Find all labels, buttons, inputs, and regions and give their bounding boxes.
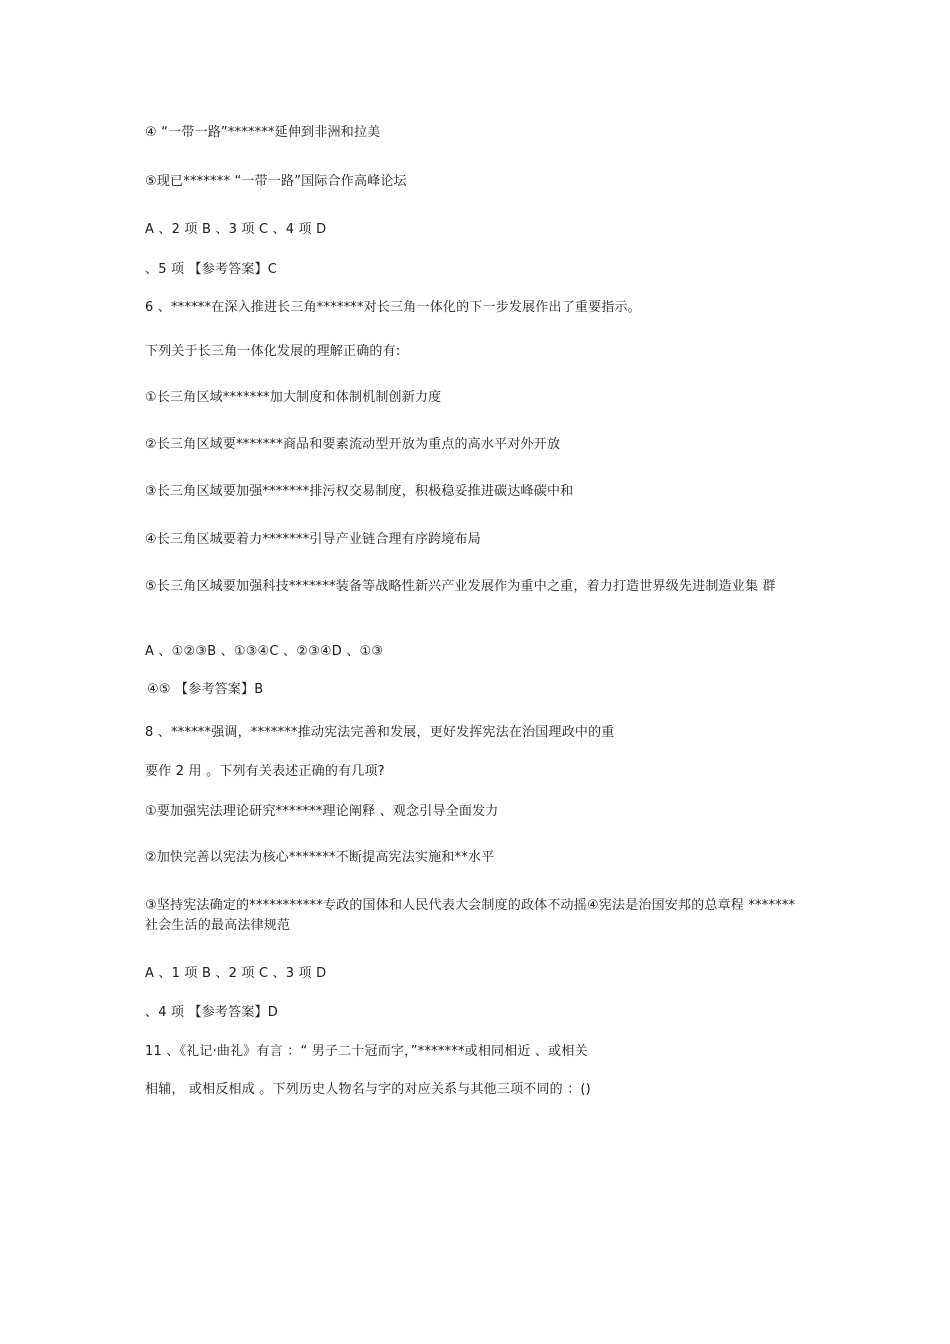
question-8-choices: A 、1 项 B 、2 项 C 、3 项 D bbox=[145, 966, 327, 981]
question-6-item-1: ①长三角区域*******加大制度和体制机制创新力度 bbox=[145, 390, 442, 405]
question-8-items-3-4: ③坚持宪法确定的***********专政的国体和人民代表大会制度的政体不动摇④宪法是治国安邦的总章程 *******社会生活的最高法律规范 bbox=[145, 898, 796, 933]
question-8-item-2: ②加快完善以宪法为核心*******不断提高宪法实施和**水平 bbox=[145, 850, 495, 865]
question-6-stem: 6 、******在深入推进长三角*******对长三角一体化的下一步发展作出了重要指示。 bbox=[145, 300, 641, 315]
question-6-item-5: ⑤长三角区城要加强科技*******装备等战略性新兴产业发展作为重中之重，着力打造世界级先进制造业集 群 bbox=[145, 579, 776, 594]
question-11-stem: 11 、《礼记·曲礼》有言 ：“ 男子二十冠而字，”*******或相同相近 、或相关 bbox=[145, 1044, 588, 1059]
question-6-prompt: 下列关于长三角一体化发展的理解正确的有: bbox=[145, 344, 401, 359]
question-11-stem-continued: 相辅， 或相反相成 。下列历史人物名与字的对应关系与其他三项不同的 ：() bbox=[145, 1082, 591, 1097]
question-6-item-4: ④长三角区城要着力*******引导产业链合理有序跨境布局 bbox=[145, 532, 481, 547]
question-6-item-3: ③长三角区域要加强*******排污权交易制度，积极稳妥推进碳达峰碳中和 bbox=[145, 484, 574, 499]
question-8-item-1: ①要加强宪法理论研究*******理论阐释 、观念引导全面发力 bbox=[145, 804, 499, 819]
question-8-stem-continued: 要作 2 用 。下列有关表述正确的有几项? bbox=[145, 764, 385, 779]
question-8-answer: 、4 项 【参考答案】D bbox=[145, 1005, 278, 1020]
option-line-5: ⑤现已******* “一带一路”国际合作高峰论坛 bbox=[145, 174, 407, 189]
answer-reference-line: 、5 项 【参考答案】C bbox=[145, 262, 278, 277]
question-6-choices: A 、①②③B 、①③④C 、②③④D 、①③ bbox=[145, 644, 384, 659]
answer-choices-line: A 、2 项 B 、3 项 C 、4 项 D bbox=[145, 222, 327, 237]
question-6-answer: ④⑤ 【参考答案】B bbox=[147, 682, 264, 697]
option-line-4: ④ “一带一路”*******延伸到非洲和拉美 bbox=[145, 125, 381, 140]
question-6-item-2: ②长三角区域要*******商品和要素流动型开放为重点的高水平对外开放 bbox=[145, 437, 561, 452]
question-8-stem: 8 、******强调，*******推动宪法完善和发展，更好发挥宪法在治国理政中的重 bbox=[145, 725, 615, 740]
